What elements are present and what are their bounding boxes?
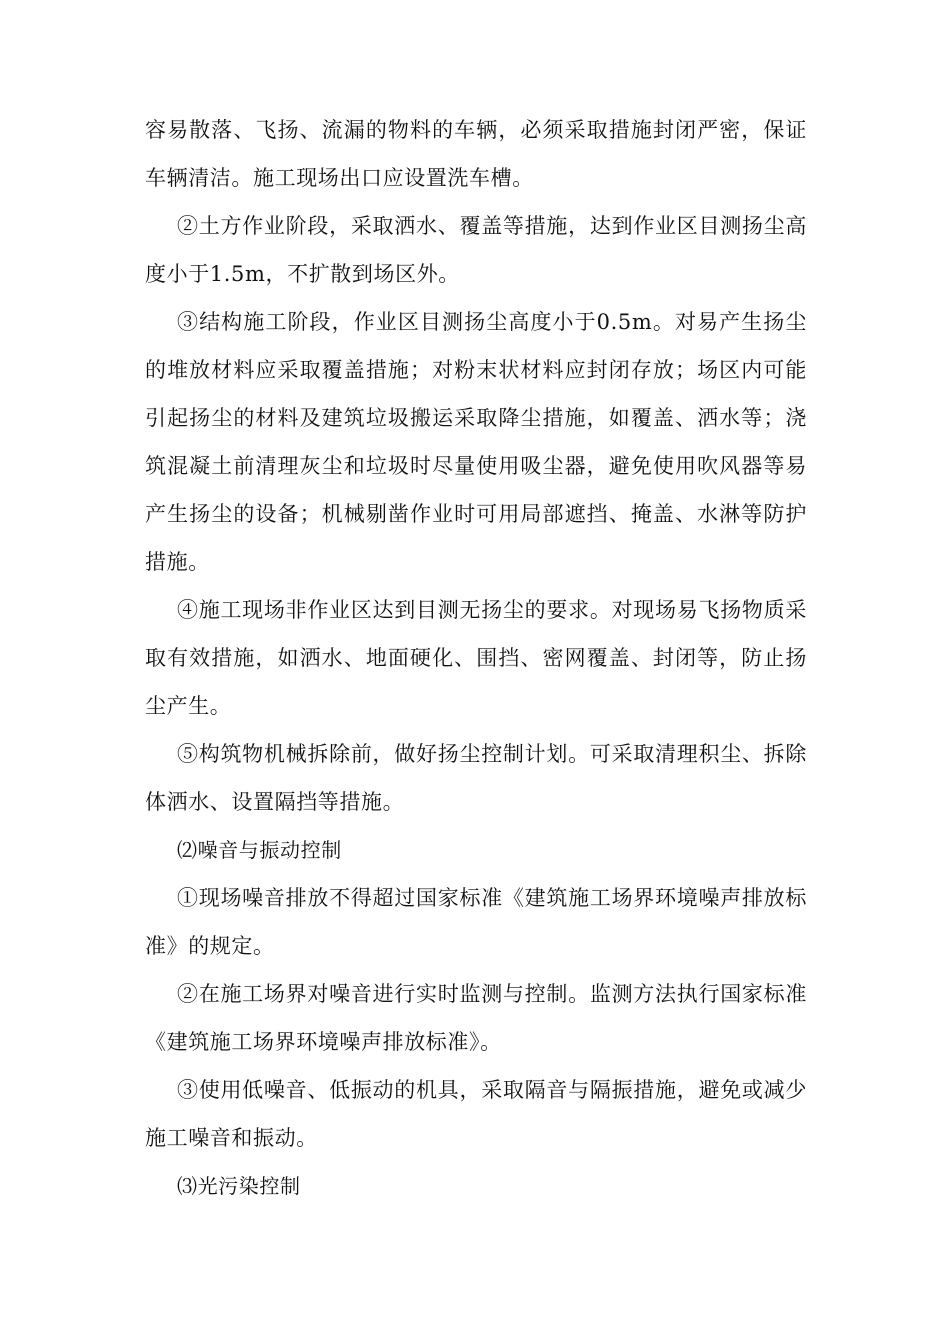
paragraph-noise-standard: ①现场噪音排放不得超过国家标准《建筑施工场界环境噪声排放标准》的规定。 <box>145 886 807 958</box>
paragraph-noise-monitoring: ②在施工场界对噪音进行实时监测与控制。监测方法执行国家标准《建筑施工场界环境噪声排放标准》。 <box>145 982 807 1054</box>
section-heading-noise-vibration: ⑵噪音与振动控制 <box>177 838 342 862</box>
section-heading-light-pollution: ⑶光污染控制 <box>177 1174 301 1198</box>
paragraph-low-noise-equipment: ③使用低噪音、低振动的机具，采取隔音与隔振措施，避免或减少施工噪音和振动。 <box>145 1078 807 1150</box>
paragraph-vehicle-cleanliness: 容易散落、飞扬、流漏的物料的车辆，必须采取措施封闭严密，保证车辆清洁。施工现场出口应设置洗车槽。 <box>145 118 807 190</box>
document-body <box>145 106 807 1210</box>
paragraph-demolition-dust: ⑤构筑物机械拆除前，做好扬尘控制计划。可采取清理积尘、拆除体洒水、设置隔挡等措施。 <box>145 742 807 814</box>
paragraph-non-work-area-dust: ④施工现场非作业区达到目测无扬尘的要求。对现场易飞扬物质采取有效措施，如洒水、地面硬化、围挡、密网覆盖、封闭等，防止扬尘产生。 <box>145 598 807 718</box>
paragraph-earthwork-dust: ②土方作业阶段，采取洒水、覆盖等措施，达到作业区目测扬尘高度小于1.5m，不扩散到场区外。 <box>145 214 807 286</box>
paragraph-structure-dust: ③结构施工阶段，作业区目测扬尘高度小于0.5m。对易产生扬尘的堆放材料应采取覆盖措施；对粉末状材料应封闭存放；场区内可能引起扬尘的材料及建筑垃圾搬运采取降尘措施，如覆盖、洒水等；浇筑混凝土前清理灰尘和垃圾时尽量使用吸尘器，避免使用吹风器等易产生扬尘的设备；机械剔凿作业时可用局部遮挡、掩盖、水淋等防护措施。 <box>145 310 807 574</box>
